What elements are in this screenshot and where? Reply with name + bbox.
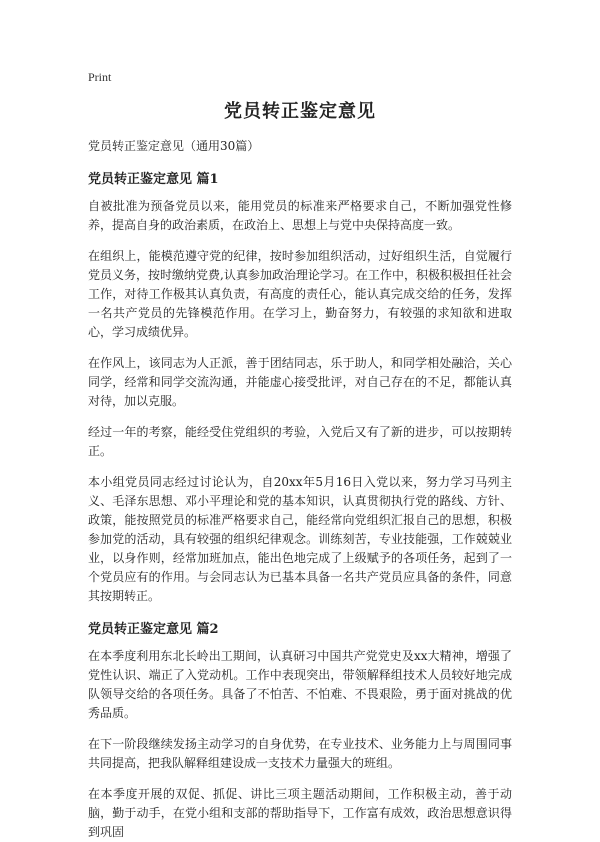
section-1-paragraph-5: 本小组党员同志经过讨论认为，自20xx年5月16日入党以来，努力学习马列主义、毛泽东思想、邓小平理论和党的基本知识，认真贯彻执行党的路线、方针、政策，能按照党员的标准严格要求自己，能经常向党组织汇报自己的思想，积极参加党的活动，具有较强的组织纪律观念。训练刻苦，专业技能强，工作兢兢业业，以身作则，经常加班加点，能出色地完成了上级赋予的各项任务，起到了一个党员应有的作用。与会同志认为已基本具备一名共产党员应具备的条件，同意其按期转正。 <box>88 475 512 603</box>
document-subtitle: 党员转正鉴定意见（通用30篇） <box>88 139 260 153</box>
page-title: 党员转正鉴定意见 <box>224 101 376 122</box>
print-label[interactable]: Print <box>88 70 112 84</box>
section-heading-2: 党员转正鉴定意见 篇2 <box>88 622 219 637</box>
section-2-paragraph-1: 在本季度利用东北长岭出工期间，认真研习中国共产党党史及xx大精神，增强了党性认识、端正了入党动机。工作中表现突出，带领解释组技术人员较好地完成队领导交给的各项任务。具备了不怕苦、不怕难、不畏艰险，勇于面对挑战的优秀品质。 <box>88 649 512 720</box>
section-2-paragraph-3: 在本季度开展的双促、抓促、讲比三项主题活动期间，工作积极主动，善于动脑，勤于动手，在党小组和支部的帮助指导下，工作富有成效，政治思想意识得到巩固 <box>88 787 512 839</box>
section-1-paragraph-1: 自被批准为预备党员以来，能用党员的标准来严格要求自己，不断加强党性修养，提高自身的政治素质，在政治上、思想上与党中央保持高度一致。 <box>88 199 512 232</box>
section-1-paragraph-3: 在作风上，该同志为人正派，善于团结同志，乐于助人，和同学相处融洽，关心同学，经常和同学交流沟通，并能虚心接受批评，对自己存在的不足，都能认真对待，加以克服。 <box>88 356 512 408</box>
section-1-paragraph-2: 在组织上，能模范遵守党的纪律，按时参加组织活动，过好组织生活，自觉履行党员义务，按时缴纳党费,认真参加政治理论学习。在工作中，积极积极担任社会工作，对待工作极其认真负责，有高度的责任心，能认真完成交给的任务，发挥一名共产党员的先锋模范作用。在学习上，勤奋努力，有较强的求知欲和进取心，学习成绩优异。 <box>88 249 512 339</box>
section-heading-1: 党员转正鉴定意见 篇1 <box>88 172 219 187</box>
section-1-paragraph-4: 经过一年的考察，能经受住党组织的考验，入党后又有了新的进步，可以按期转正。 <box>88 425 512 458</box>
section-2-paragraph-2: 在下一阶段继续发扬主动学习的自身优势，在专业技术、业务能力上与周围同事共同提高，把我队解释组建设成一支技术力量强大的班组。 <box>88 737 512 770</box>
